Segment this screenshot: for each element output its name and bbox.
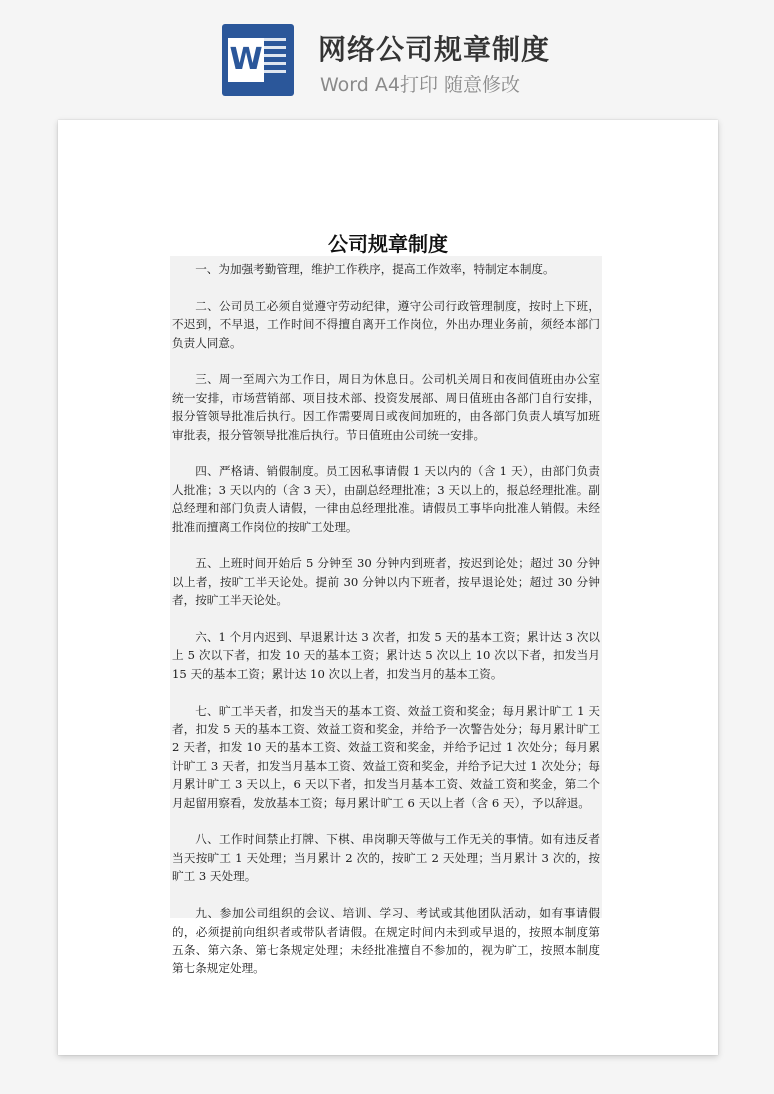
paragraph: 九、参加公司组织的会议、培训、学习、考试或其他团队活动，如有事请假的，必须提前向组织者或带队者请假。在规定时间内未到或早退的，按照本制度第五条、第六条、第七条规定处理；未经批准擅自不参加的，视为旷工，按照本制度第七条规定处理。 bbox=[172, 906, 600, 976]
paragraph: 六、1 个月内迟到、早退累计达 3 次者，扣发 5 天的基本工资；累计达 3 次以上 5 次以下者，扣发 10 天的基本工资；累计达 5 次以上 10 次以下者，扣发当月 15 天的基本工资；累计达 10 次以上者，扣发当月的基本工资。 bbox=[172, 630, 600, 681]
document-lines bbox=[262, 38, 286, 82]
document-body bbox=[170, 256, 602, 976]
paragraph: 五、上班时间开始后 5 分钟至 30 分钟内到班者，按迟到论处；超过 30 分钟以上者，按旷工半天论处。提前 30 分钟以内下班者，按早退论处；超过 30 分钟者，按旷工半天论处。 bbox=[172, 556, 600, 608]
word-logo-letter: W bbox=[228, 38, 264, 82]
paragraph: 一、为加强考勤管理，维护工作秩序，提高工作效率，特制定本制度。 bbox=[195, 262, 555, 276]
paragraph: 七、旷工半天者，扣发当天的基本工资、效益工资和奖金；每月累计旷工 1 天者，扣发 5 天的基本工资、效益工资和奖金，并给予一次警告处分；每月累计旷工 2 天者，扣发 10 天的基本工资、效益工资和奖金，并给予记过 1 次处分；每月累计旷工 3 天者，扣发当月基本工资、效益工资和奖金，并给予记大过 1 次处分；每月累计旷工 3 天以上，6 天以下者，扣发当月基本工资、效益工资和奖金，第二个月起留用察看，发放基本工资；每月累计旷工 6 天以上者（含 6 天），予以辞退。 bbox=[172, 703, 600, 810]
page-title: 网络公司规章制度 bbox=[318, 33, 551, 66]
header bbox=[0, 0, 774, 110]
paragraph: 四、严格请、销假制度。员工因私事请假 1 天以内的（含 1 天），由部门负责人批准；3 天以内的（含 3 天），由副总经理批准；3 天以上的，报总经理批准。副总经理和部门负责人请假，一律由总经理批准。请假员工事毕向批准人销假。未经批准而擅离工作岗位的按旷工处理。 bbox=[172, 464, 600, 534]
word-document-icon bbox=[222, 24, 294, 96]
document-title: 公司规章制度 bbox=[328, 232, 448, 256]
document-page bbox=[58, 120, 718, 1055]
paragraph: 三、周一至周六为工作日，周日为休息日。公司机关周日和夜间值班由办公室统一安排，市场营销部、项目技术部、投资发展部、周日值班由各部门自行安排，报分管领导批准后执行。因工作需要周日或夜间加班的，由各部门负责人填写加班审批表，报分管领导批准后执行。节日值班由公司统一安排。 bbox=[172, 372, 600, 442]
paragraph: 二、公司员工必须自觉遵守劳动纪律，遵守公司行政管理制度，按时上下班，不迟到，不早退，工作时间不得擅自离开工作岗位，外出办理业务前，须经本部门负责人同意。 bbox=[172, 298, 600, 350]
paragraph: 八、工作时间禁止打牌、下棋、串岗聊天等做与工作无关的事情。如有违反者当天按旷工 1 天处理；当月累计 2 次的，按旷工 2 天处理；当月累计 3 次的，按旷工 3 天处理。 bbox=[172, 832, 600, 884]
page-subtitle: Word A4打印 随意修改 bbox=[320, 74, 521, 96]
